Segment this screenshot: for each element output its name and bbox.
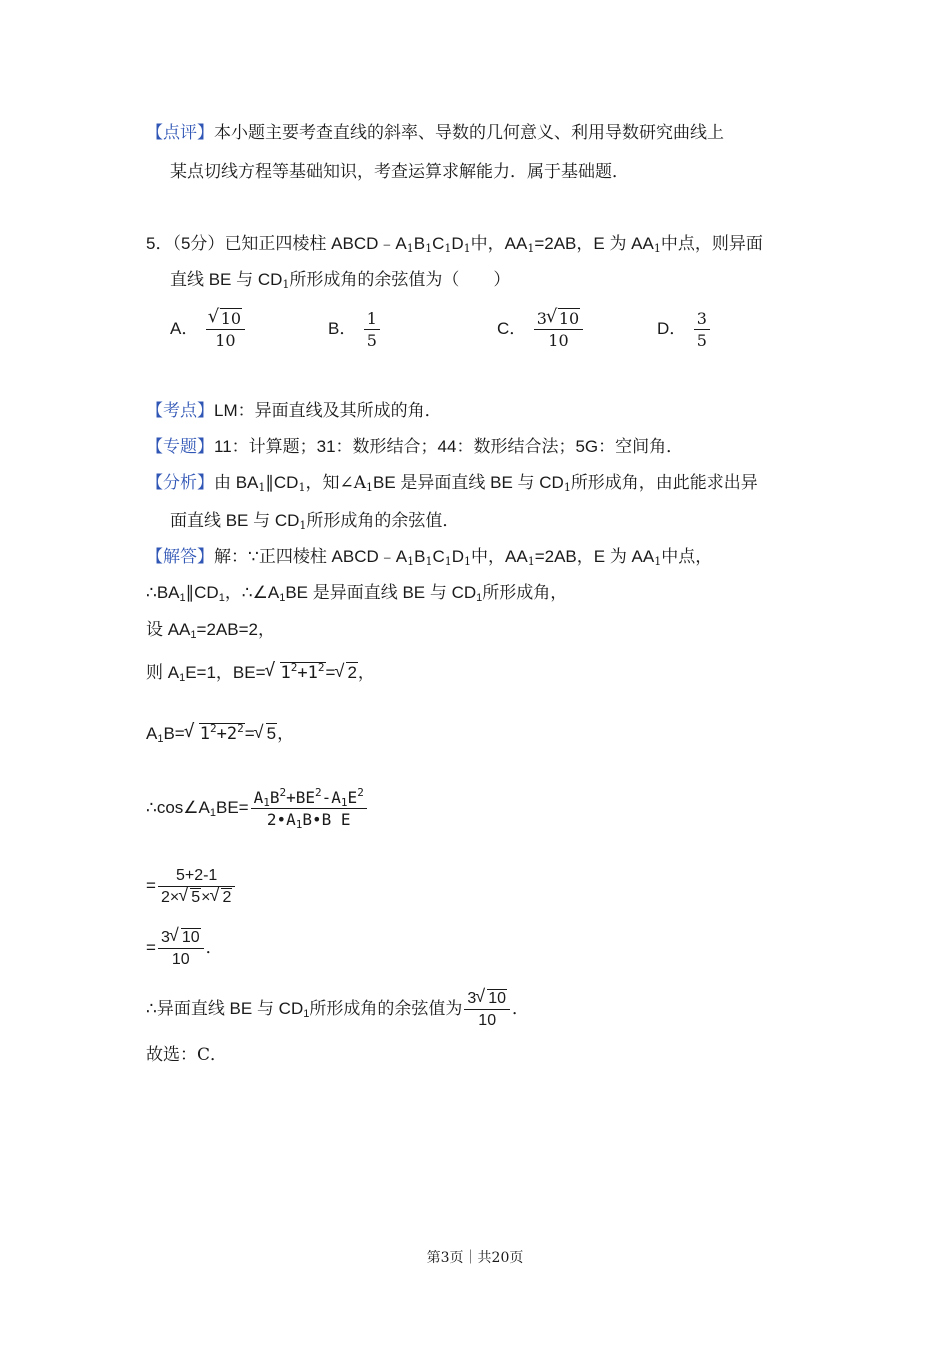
question-number: 5． [146, 234, 173, 253]
sqrt-5: √ 5 [255, 718, 277, 750]
solution-answer: 故选：C． [146, 1045, 228, 1065]
option-b-fraction: $\frac{1}{5}$ [364, 309, 380, 350]
jieda-line: 【解答】解：∵正四棱柱 $ABCD﹣A_1B_1C_1D_1$中，$AA_1=2AB$，E 为 $AA_1$中点， [146, 547, 713, 568]
solution-step-6: = $\frac{5+2-1}{2\times√ 5\times√ 2}$ [146, 860, 237, 912]
solution-step-3: 则 $A_1E=1$，BE=√ $1^2+1^2=√$ 2， [146, 657, 375, 689]
substitution-fraction: $\frac{5+2-1}{2\times√ 5\times√ 2}$ [158, 866, 235, 907]
question-score: （5分） [172, 234, 225, 253]
zhuanti-tag: 【专题】 [146, 437, 214, 457]
sqrt-2: √ 2 [335, 657, 357, 689]
conclusion-fraction: $\frac{3√ 10}{10}$ [464, 989, 510, 1030]
review-line-1: 【点评】本小题主要考查直线的斜率、导数的几何意义、利用导数研究曲线上 [146, 123, 724, 143]
kaodian-line: 【考点】LM：异面直线及其所成的角． [146, 401, 442, 421]
option-c[interactable]: C． $\frac{3√ 10}{10}$ [497, 309, 585, 350]
cosine-formula-fraction: $\frac{A_1B^2+BE^2-A_1E^2}{2•A_1B•B E}$ [251, 788, 367, 829]
fenxi-line-2: 面直线 BE 与 $CD_1$所形成角的余弦值． [170, 511, 460, 532]
solution-step-4: $A_1B=√$ $1^2+2^2=√$ 5， [146, 718, 294, 750]
solution-step-7: = $\frac{3√ 10}{10}$ ． [146, 922, 223, 974]
review-tag: 【点评】 [146, 123, 214, 143]
sqrt-1-plus-1: √ $1^2+1^2$ [266, 657, 326, 689]
solution-step-2: 设 $AA_1=2AB=2$， [146, 620, 275, 641]
option-a[interactable]: A． √ $\frac{10}{10}$ [170, 309, 247, 350]
jieda-tag: 【解答】 [146, 547, 214, 567]
page-footer: 第3页｜共20页 [426, 1250, 524, 1266]
fenxi-line-1: 【分析】由 $BA_1\parallel CD_1$，知$\angle A_1BE$ 是异面直线 BE 与 $CD_1$所形成角，由此能求出异 [146, 473, 758, 494]
question-stem-line-2: 直线 BE 与 $CD_1$所形成角的余弦值为（ ） [170, 270, 511, 291]
sqrt-1-plus-4: √ $1^2+2^2$ [185, 718, 245, 750]
option-b[interactable]: B． $\frac{1}{5}$ [328, 309, 382, 350]
result-fraction: $\frac{3√ 10}{10}$ [158, 928, 204, 969]
zhuanti-line: 【专题】11：计算题；31：数形结合；44：数形结合法；5G：空间角． [146, 437, 684, 457]
review-line-2: 某点切线方程等基础知识，考查运算求解能力．属于基础题． [170, 162, 629, 182]
option-d-fraction: $\frac{3}{5}$ [694, 309, 710, 350]
option-d[interactable]: D． $\frac{3}{5}$ [657, 309, 712, 350]
question-stem-line-1: 5．（5分）已知正四棱柱 $ABCD﹣A_1B_1C_1D_1$中，$AA_1=2AB$，E 为 $AA_1$中点，则异面 [146, 234, 763, 255]
solution-step-5: $\therefore\cos\angle A_1BE=$ $\frac{A_1B^2+BE^2-A_1E^2}{2•A_1B•B E}$ [146, 782, 369, 834]
fenxi-tag: 【分析】 [146, 473, 214, 493]
option-c-fraction: $\frac{3√ 10}{10}$ [534, 309, 584, 350]
kaodian-tag: 【考点】 [146, 401, 214, 421]
solution-step-8: ∴异面直线 BE 与 $CD_1$所形成角的余弦值为 $\frac{3√ 10}{10}$ ． [146, 983, 529, 1035]
option-a-fraction: √ $\frac{10}{10}$ [206, 309, 245, 350]
solution-step-1: $\therefore BA_1\parallel CD_1$，$\therefore\angle A_1BE$ 是异面直线 BE 与 $CD_1$所形成角， [146, 583, 568, 604]
